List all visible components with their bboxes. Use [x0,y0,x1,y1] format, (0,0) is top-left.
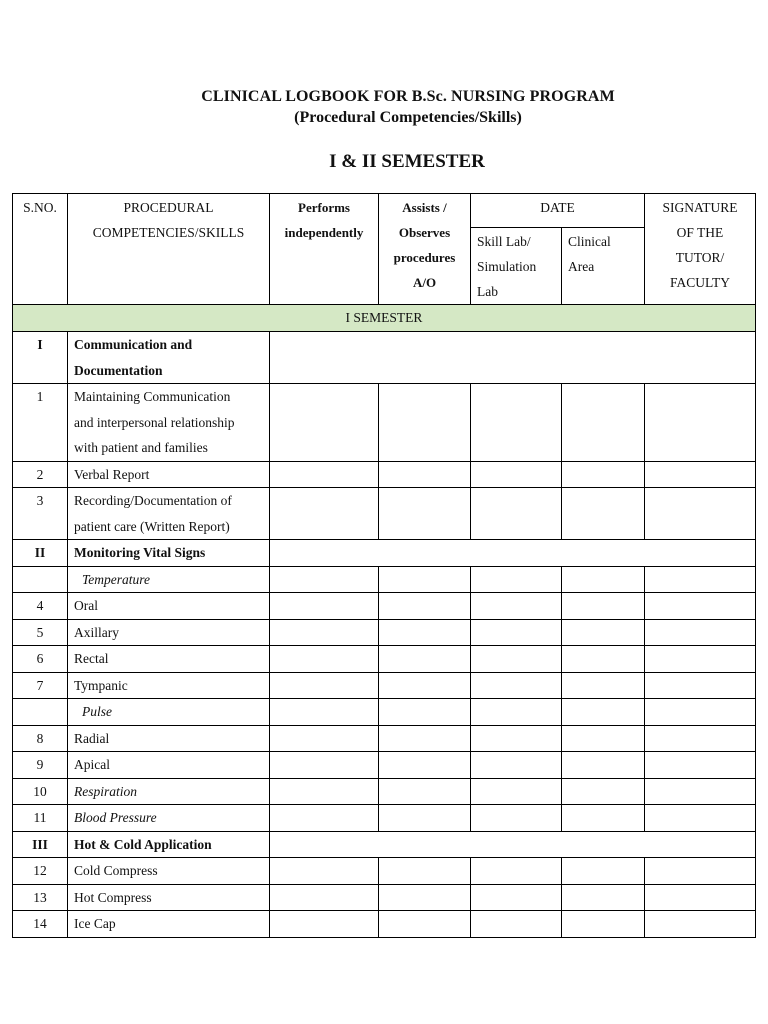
row-skill: Ice Cap [68,911,270,938]
cell-signature[interactable] [645,805,756,832]
cell-assists[interactable] [379,699,471,726]
row-skill: Apical [68,752,270,779]
row-sno: II [13,540,68,567]
cell-skill-lab-date[interactable] [471,752,562,779]
cell-performs[interactable] [270,488,379,540]
row-skill: Recording/Documentation of patient care (Written Report) [68,488,270,540]
cell-signature[interactable] [645,488,756,540]
table-row [13,593,756,620]
cell-assists[interactable] [379,778,471,805]
row-skill: Tympanic [68,672,270,699]
cell-signature[interactable] [645,699,756,726]
row-sno: 5 [13,619,68,646]
cell-clinical-date[interactable] [562,593,645,620]
cell-clinical-date[interactable] [562,488,645,540]
cell-assists[interactable] [379,488,471,540]
row-sno: I [13,332,68,384]
cell-clinical-date[interactable] [562,752,645,779]
row-sno: 11 [13,805,68,832]
cell-assists[interactable] [379,911,471,938]
cell-clinical-date[interactable] [562,778,645,805]
row-skill: Oral [68,593,270,620]
cell-clinical-date[interactable] [562,699,645,726]
row-skill: Rectal [68,646,270,673]
cell-clinical-date[interactable] [562,805,645,832]
cell-assists[interactable] [379,858,471,885]
cell-signature[interactable] [645,725,756,752]
table-row [13,725,756,752]
section-row [13,332,756,384]
row-sno: 9 [13,752,68,779]
col-header-sno: S.NO. [13,194,68,305]
cell-performs[interactable] [270,699,379,726]
cell-performs[interactable] [270,566,379,593]
cell-skill-lab-date[interactable] [471,778,562,805]
semester-row [13,305,756,332]
cell-performs[interactable] [270,619,379,646]
subheading-row [13,699,756,726]
semester-title: I & II SEMESTER [329,151,485,172]
row-sno [13,699,68,726]
row-sno: 8 [13,725,68,752]
cell-signature[interactable] [645,384,756,462]
row-sno: 2 [13,461,68,488]
row-sno: 3 [13,488,68,540]
cell-skill-lab-date[interactable] [471,725,562,752]
cell-clinical-date[interactable] [562,725,645,752]
table-row [13,646,756,673]
cell-signature[interactable] [645,858,756,885]
row-skill: Communication and Documentation [68,332,270,384]
row-merged-cell [270,332,756,384]
table-row [13,461,756,488]
document-subtitle: (Procedural Competencies/Skills) [294,109,522,126]
row-skill: Temperature [68,566,270,593]
row-skill: Cold Compress [68,858,270,885]
cell-skill-lab-date[interactable] [471,805,562,832]
cell-skill-lab-date[interactable] [471,566,562,593]
cell-performs[interactable] [270,646,379,673]
cell-performs[interactable] [270,593,379,620]
cell-assists[interactable] [379,884,471,911]
table-row [13,384,756,462]
row-skill: Blood Pressure [68,805,270,832]
col-header-signature: SIGNATURE OF THE TUTOR/ FACULTY [645,194,756,305]
row-merged-cell [270,831,756,858]
cell-performs[interactable] [270,672,379,699]
table-row [13,884,756,911]
cell-assists[interactable] [379,752,471,779]
cell-signature[interactable] [645,778,756,805]
cell-clinical-date[interactable] [562,646,645,673]
row-sno: 10 [13,778,68,805]
cell-signature[interactable] [645,593,756,620]
row-sno: 4 [13,593,68,620]
row-sno: 1 [13,384,68,462]
row-sno: 13 [13,884,68,911]
cell-assists[interactable] [379,593,471,620]
row-skill: Hot Compress [68,884,270,911]
row-sno [13,566,68,593]
table-row [13,858,756,885]
row-skill: Monitoring Vital Signs [68,540,270,567]
cell-clinical-date[interactable] [562,461,645,488]
cell-performs[interactable] [270,778,379,805]
cell-signature[interactable] [645,566,756,593]
cell-assists[interactable] [379,619,471,646]
col-header-performs: Performs independently [270,194,379,305]
cell-assists[interactable] [379,566,471,593]
col-header-clinical-area: Clinical Area [562,228,645,305]
cell-skill-lab-date[interactable] [471,858,562,885]
row-sno: III [13,831,68,858]
cell-skill-lab-date[interactable] [471,646,562,673]
cell-performs[interactable] [270,858,379,885]
cell-clinical-date[interactable] [562,619,645,646]
cell-assists[interactable] [379,805,471,832]
row-sno: 14 [13,911,68,938]
section-row [13,540,756,567]
cell-assists[interactable] [379,461,471,488]
table-row [13,488,756,540]
table-row [13,752,756,779]
cell-skill-lab-date[interactable] [471,672,562,699]
cell-performs[interactable] [270,884,379,911]
cell-performs[interactable] [270,911,379,938]
col-header-date: DATE [471,194,645,228]
cell-performs[interactable] [270,805,379,832]
cell-signature[interactable] [645,752,756,779]
cell-signature[interactable] [645,619,756,646]
cell-signature[interactable] [645,911,756,938]
cell-skill-lab-date[interactable] [471,911,562,938]
col-header-skill-lab: Skill Lab/ Simulation Lab [471,228,562,305]
cell-assists[interactable] [379,672,471,699]
cell-performs[interactable] [270,461,379,488]
cell-assists[interactable] [379,384,471,462]
cell-skill-lab-date[interactable] [471,884,562,911]
row-skill: Respiration [68,778,270,805]
cell-clinical-date[interactable] [562,858,645,885]
cell-performs[interactable] [270,752,379,779]
header-row [13,194,756,228]
row-sno: 6 [13,646,68,673]
logbook-table [12,193,756,938]
table-row [13,805,756,832]
document-title: CLINICAL LOGBOOK FOR B.Sc. NURSING PROGRAM [201,88,615,105]
cell-skill-lab-date[interactable] [471,384,562,462]
table-row [13,778,756,805]
row-skill: Radial [68,725,270,752]
cell-clinical-date[interactable] [562,672,645,699]
semester-label: I SEMESTER [13,305,756,332]
cell-skill-lab-date[interactable] [471,593,562,620]
table-row [13,619,756,646]
row-sno: 7 [13,672,68,699]
row-merged-cell [270,540,756,567]
cell-skill-lab-date[interactable] [471,699,562,726]
row-skill: Hot & Cold Application [68,831,270,858]
cell-assists[interactable] [379,646,471,673]
col-header-assists: Assists / Observes procedures A/O [379,194,471,305]
cell-signature[interactable] [645,646,756,673]
cell-performs[interactable] [270,384,379,462]
cell-assists[interactable] [379,725,471,752]
row-skill: Maintaining Communication and interpersonal relationship with patient and families [68,384,270,462]
cell-clinical-date[interactable] [562,566,645,593]
cell-signature[interactable] [645,461,756,488]
row-skill: Verbal Report [68,461,270,488]
subheading-row [13,566,756,593]
table-row [13,911,756,938]
table-row [13,672,756,699]
cell-signature[interactable] [645,884,756,911]
cell-clinical-date[interactable] [562,911,645,938]
row-sno: 12 [13,858,68,885]
cell-clinical-date[interactable] [562,384,645,462]
cell-skill-lab-date[interactable] [471,461,562,488]
cell-signature[interactable] [645,672,756,699]
row-skill: Axillary [68,619,270,646]
cell-skill-lab-date[interactable] [471,619,562,646]
section-row [13,831,756,858]
cell-skill-lab-date[interactable] [471,488,562,540]
col-header-competencies: PROCEDURAL COMPETENCIES/SKILLS [68,194,270,305]
cell-clinical-date[interactable] [562,884,645,911]
row-skill: Pulse [68,699,270,726]
cell-performs[interactable] [270,725,379,752]
